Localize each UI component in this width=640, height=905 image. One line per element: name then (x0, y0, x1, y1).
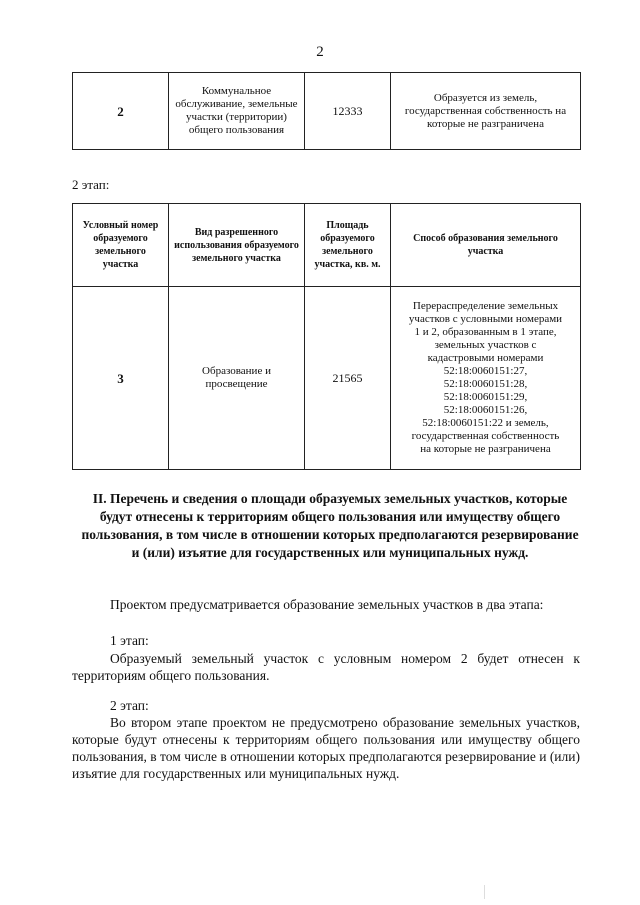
header-plot-number: Условный номер образуемого земельного участка (73, 204, 169, 287)
method-line: на которые не разграничена (420, 443, 551, 455)
method-line: земельных участков с (434, 339, 537, 351)
table-header-row (73, 204, 581, 287)
stage2-section-label: 2 этап: (110, 698, 149, 713)
method-line: Перераспределение земельных (412, 300, 559, 312)
use-type-cell: Коммунальное обслуживание, земельные участки (территории) общего пользования (169, 73, 305, 150)
method-line: 52:18:0060151:27, (443, 365, 528, 377)
method-line: 1 и 2, образованным в 1 этапе, (414, 326, 557, 338)
area-cell: 12333 (305, 73, 391, 150)
table-row (73, 287, 581, 470)
intro-paragraph: Проектом предусматривается образование земельных участков в два этапа: (110, 597, 544, 612)
stage1-paragraph: Образуемый земельный участок с условным номером 2 будет отнесен к территориям общего пользования. (72, 651, 580, 683)
header-use-type: Вид разрешенного использования образуемого земельного участка (169, 204, 305, 287)
header-formation-method: Способ образования земельного участка (391, 204, 581, 287)
method-line: государственная собственность (411, 430, 560, 442)
scan-artifact (484, 885, 485, 899)
plot-number-cell: 2 (73, 73, 169, 150)
method-line: 52:18:0060151:29, (443, 391, 528, 403)
land-plot-table-stage2 (72, 203, 581, 470)
stage2-paragraph: Во втором этапе проектом не предусмотрено образование земельных участков, которые будут отнесены к территориям общего пользования или имуществу общего пользования, в том числе в отношении которых предполагаются резервирование и (или) изъятие для государственных или муниципальных нужд. (72, 715, 580, 781)
method-line: 52:18:0060151:26, (443, 404, 528, 416)
page-number: 2 (316, 44, 324, 60)
method-line: кадастровыми номерами (427, 352, 544, 364)
header-area: Площадь образуемого земельного участка, кв. м. (305, 204, 391, 287)
section-heading: II. Перечень и сведения о площади образуемых земельных участков, которые будут отнесены к территориям общего пользования или имуществу общего пользования, в том числе в отношении которых предполагаются резервирование и (или) изъятие для государственных или муниципальных нужд. (81, 491, 579, 560)
stage2-label: 2 этап: (72, 177, 110, 192)
method-line: 52:18:0060151:22 и земель, (422, 417, 549, 429)
plot-number-cell: 3 (73, 287, 169, 470)
method-line: 52:18:0060151:28, (443, 378, 528, 390)
area-cell: 21565 (305, 287, 391, 470)
use-type-cell: Образование и просвещение (169, 287, 305, 470)
method-line: участков с условными номерами (408, 313, 563, 325)
land-plot-table-stage1 (72, 72, 581, 150)
stage1-label: 1 этап: (110, 633, 149, 648)
formation-method-cell: Образуется из земель, государственная собственность на которые не разграничена (391, 73, 581, 150)
table-row (73, 73, 581, 150)
formation-method-cell (391, 287, 581, 470)
